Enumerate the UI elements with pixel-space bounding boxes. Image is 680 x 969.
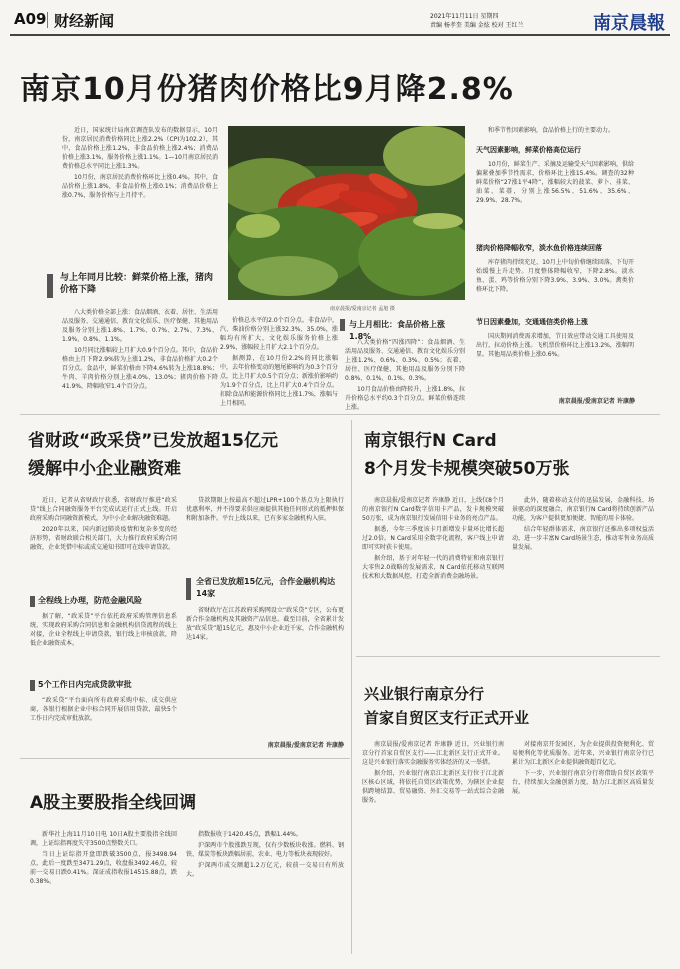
article2-col2-body <box>186 496 344 570</box>
section-rule-1 <box>20 414 660 415</box>
article4-headline-l2: 首家自贸区支行正式开业 <box>364 709 530 727</box>
lead-col3b-p1: 10月份，鲜菜生产、采摘及运输受天气因素影响，供给偏紧叠加季节性需求，价格环比上涨15.4%。调查的32种鲜菜价格“27涨1平4降”，涨幅较大的菠菜、萝卜、韭菜、油菜、菜薹，分别上涨56.5%、51.6%、35.6%、29.9%、28.7%。 <box>476 161 634 204</box>
lead-col3-p0: 和季节性因素影响，食品价格上行的主要动力。 <box>488 127 615 134</box>
article3-col2-body <box>512 496 654 646</box>
article2-sub3-bar <box>186 578 191 600</box>
lead-sub1-bar <box>47 274 53 298</box>
lead-intro <box>62 126 218 262</box>
article2-col1-body <box>30 496 177 586</box>
article4-p1a: 南京晨报/爱南京记者 许康静 近日，兴业银行南京分行首家自贸区支行——江北新区支行正式开业。这是兴业银行落实金融服务实体经济的又一举措。 <box>362 741 504 766</box>
article5-p2c: 沪深两市成交额超1.2万亿元，较前一交易日有所放大。 <box>186 862 344 878</box>
article5-p1b: 当日上证综指开盘即跌破3500点，报3498.94点，此后一度跌至3471.29点，收盘报3492.46点，较前一交易日跌0.41%。深证成指收报14515.88点，跌0.38%。 <box>30 851 177 885</box>
lead-col1-p2: 10月同比涨幅较上月扩大0.9个百分点。其中，食品价格由上月下降2.9%转为上涨1.2%，非食品价格扩大0.2个百分点。食品中，鲜菜价格由下降4.6%转为上涨18.8%；牛肉、羊肉价格分别上涨4.0%、13.0%；猪肉价格下降41.9%，降幅收窄1.4个百分点。 <box>62 347 218 390</box>
article2-col1-body3 <box>30 696 177 748</box>
lead-credit: 南京晨报/爱南京记者 许康静 <box>558 398 635 405</box>
lead-col3d-p1: 国庆期间消费需求增加，节日效应带动交通工具使用及出行，拉动价格上涨。飞机票价格环比上涨13.2%，涨幅明显。其他用品类价格上涨0.6%。 <box>476 333 634 358</box>
article2-p3: “政采贷”平台面向所有政府采购中标、成交供应商，各银行根据企业中标合同开展信用贷款，最快5个工作日内完成审批放款。 <box>30 697 177 722</box>
article4-headline-l1: 兴业银行南京分行 <box>364 685 485 703</box>
article2-headline-l2: 缓解中小企业融资难 <box>28 459 181 479</box>
article2-p4: 贷款期限上按最高不超过LPR+100个基点为上限执行优惠利率，并不得要求供应商提供其他任何形式的抵押担保和附加条件。平台上线以来，已有多家金融机构入驻。 <box>186 497 344 522</box>
lead-col2b-p2: 10月食品价格由降转升，上涨1.8%，拉升价格总水平约0.3个百分点。鲜菜价格连续上涨。 <box>345 386 465 410</box>
page-number: A09 <box>14 10 47 28</box>
lead-subhead-5: 节日因素叠加，交通通信类价格上涨 <box>476 318 588 326</box>
column-rule-mid <box>351 420 352 954</box>
article5-p1a: 新华社上海11月10日电 10日A股主要股指全线回调，上证综指再度失守3500点整数关口。 <box>30 831 177 847</box>
article2-credit: 南京晨报/爱南京记者 许康静 <box>267 742 344 749</box>
lead-sub2-bar <box>340 319 345 331</box>
lead-col3b-body <box>476 160 634 238</box>
lead-headline: 南京10月份猪肉价格比9月降2.8% <box>20 72 514 107</box>
article3-headline-l1: 南京银行N Card <box>364 431 497 451</box>
article4-p1b: 据介绍，兴业银行南京江北新区支行位于江北新区核心区域，将依托自贸区政策优势，为辖区企业提供跨境结算、贸易融资、外汇交易等一站式综合金融服务。 <box>362 770 504 804</box>
vegetable-photo-art <box>228 126 465 300</box>
lead-col3c-body <box>476 258 634 312</box>
lead-col3d-body <box>476 332 634 388</box>
newspaper-logo: 南京晨報 <box>593 13 665 34</box>
masthead-divider <box>47 12 48 28</box>
article3-p2a: 此外，随着移动支付的迅猛发展，金融科技、场景驱动的深度融合，南京银行N Card将持续创新产品功能，为客户提供更加便捷、智能的用卡体验。 <box>512 497 654 522</box>
lead-col1-body <box>62 308 218 408</box>
article4-p2a: 对接南京开发园区，为企业提供投资便利化、贸易便利化等优质服务。近年来，兴业银行南京分行已累计为江北新区企业提供融资超百亿元。 <box>512 741 654 766</box>
article2-subhead-2: 5个工作日内完成贷款审批 <box>38 680 132 689</box>
article5-p2b: 沪深两市个股涨跌互现，仅有少数板块收涨。燃料、钢铁、煤炭等板块跌幅居前，农业、电力等板块表现较好。 <box>186 842 344 858</box>
lead-subhead-1: 与上年同月比较：鲜菜价格上涨，猪肉价格下降 <box>60 273 214 295</box>
article3-p1c: 据介绍，基于对年轻一代的消费特征和南京银行大零售2.0战略的发展需求，N Card依托移动互联网技术和大数据风控，打造全新消费金融场景。 <box>362 555 504 580</box>
article4-col2-body <box>512 740 654 954</box>
masthead-rule <box>10 34 670 36</box>
article2-p1a: 近日，记者从省财政厅获悉，省财政厅推进“政采贷”线上合同融资服务平台完成试运行正式上线。开启政府采购合同融资新模式，为中小企业解决融资难题。 <box>30 497 177 522</box>
article4-p2b: 下一步，兴业银行南京分行将借助自贸区政策平台，持续加大金融创新力度，助力江北新区高质量发展。 <box>512 770 654 795</box>
vegetable-photo <box>228 126 465 300</box>
article4-col1-body <box>362 740 504 954</box>
article5-p2a: 指数报收于1420.45点，跌幅1.44%。 <box>198 831 302 838</box>
article3-col1-body <box>362 496 504 646</box>
article2-p1b: 2020年以来，国内新冠肺炎疫情和复杂多变的经济形势，省财政联合相关部门，大力推行政府采购合同融资，企业凭借中标或成交通知书即可在线申请贷款。 <box>30 526 177 551</box>
article3-p1b: 据悉，今年三季度该卡月新增发卡量环比增长超过2.0倍。N Card采用全数字化流程，客户线上申请即可实时获卡使用。 <box>362 526 504 551</box>
article3-p1a: 南京晨报/爱南京记者 许康静 近日，上线仅8个月的南京银行N Card数字信用卡产品，发卡规模突破50万张，成为南京银行发展信用卡业务的亮点产品。 <box>362 497 504 522</box>
lead-col2-body <box>220 316 338 408</box>
editor-line: 责编 杨孝奎 美编 金炫 校对 王红兰 <box>430 22 524 29</box>
lead-col3-top <box>476 126 626 138</box>
lead-col2b-p1: 八大类价格“四涨四降”：食品烟酒、生活用品及服务、交通通信、教育文化娱乐分别上涨1.2%、0.6%、0.3%、0.5%；衣着、居住、医疗保健、其他用品及服务分别下降0.8%、0.1%、0.1%、0.3%。 <box>345 339 465 382</box>
lead-col2b-body <box>345 338 465 410</box>
lead-subhead-3: 天气因素影响，鲜菜价格高位运行 <box>476 146 581 154</box>
article5-headline: A股主要股指全线回调 <box>30 793 197 813</box>
article2-subhead-3: 全省已发放超15亿元，合作金融机构达14家 <box>196 577 336 598</box>
article2-headline-l1: 省财政“政采贷”已发放超15亿元 <box>28 431 279 451</box>
article2-p2: 据了解，“政采贷”平台依托政府采购管理信息系统，实现政府采购合同信息和金融机构信贷流程的线上对接，企业全程线上申请贷款，银行线上审核放款，降低企业融资成本。 <box>30 613 177 647</box>
section-rule-3 <box>356 656 660 657</box>
article5-col2-body <box>186 830 344 954</box>
article2-subhead-1: 全程线上办理，防范金融风险 <box>38 596 142 605</box>
article5-col1-body <box>30 830 177 954</box>
lead-col2-p2: 据测算，在10月份2.2%的同比涨幅中，去年价格变动的翘尾影响约为0.3个百分点，比上月扩大0.5个百分点；新涨价影响约为1.9个百分点，比上月扩大0.4个百分点。扣除食品和能源价格同比上涨1.7%，涨幅与上月相同。 <box>220 355 338 407</box>
lead-col2-p1: 价格总水平的2.0个百分点。非食品中，汽、柴油价格分别上涨32.3%、35.0%，涨幅均有所扩大，文化娱乐服务价格上涨2.9%，涨幅较上月扩大2.1个百分点。 <box>220 317 338 351</box>
photo-credit: 南京晨报/爱南京记者 孟旭 摄 <box>330 306 395 312</box>
article3-headline-l2: 8个月发卡规模突破50万张 <box>364 459 570 479</box>
lead-col3c-p1: 库存猪肉持续充足，10月上中旬价格继续回落，下旬开始缓慢上升走势。月度整体降幅收窄，下降2.8%。淡水鱼、蛋、鸡等价格分别下降3.9%、3.9%、3.0%。禽类价格环比下降。 <box>476 259 634 293</box>
lead-subhead-2: 与上月相比：食品价格上涨1.8% <box>349 320 445 341</box>
article2-sub2-bar <box>30 680 35 691</box>
article2-col1-body2 <box>30 612 177 672</box>
section-rule-2 <box>20 758 350 759</box>
lead-subhead-4: 猪肉价格降幅收窄，淡水鱼价格连续回落 <box>476 244 602 252</box>
lead-intro-p2: 10月份，南京居民消费价格环比上涨0.4%。其中，食品价格上涨1.8%，非食品价格上涨0.1%；消费品价格上涨0.7%，服务价格与上月持平。 <box>62 174 218 199</box>
article2-sub1-bar <box>30 596 35 607</box>
article2-col2-body2 <box>186 606 344 734</box>
article2-p5: 省财政厅在江苏政府采购网设立“政采贷”专区，公布更新合作金融机构及其融资产品信息。截至目前，全省累计发放“政采贷”超15亿元，惠及中小企业近千家，合作金融机构达14家。 <box>186 607 344 641</box>
section-name: 财经新闻 <box>54 12 115 30</box>
article3-p2b: 结合年轻群体需求，南京银行还推出多项权益活动，进一步丰富N Card场景生态，推动零售业务高质量发展。 <box>512 526 654 551</box>
lead-col1-p1: 八大类价格全部上涨：食品烟酒、衣着、居住、生活用品及服务、交通通信、教育文化娱乐、医疗保健、其他用品及服务分别上涨1.8%、1.7%、0.7%、2.7%、7.3%、1.9%、0.8%、1.1%。 <box>62 309 218 343</box>
date-line: 2021年11月11日 星期四 <box>430 13 499 20</box>
lead-intro-p1: 近日，国家统计局南京调查队发布的数据显示，10月份，南京居民消费价格同比上涨2.2%（CPI为102.2），其中，食品价格上涨1.2%，非食品价格上涨2.4%；消费品价格上涨3.1%，服务价格上涨1.1%。1—10月南京居民消费价格总水平同比上涨1.3%。 <box>62 127 218 170</box>
